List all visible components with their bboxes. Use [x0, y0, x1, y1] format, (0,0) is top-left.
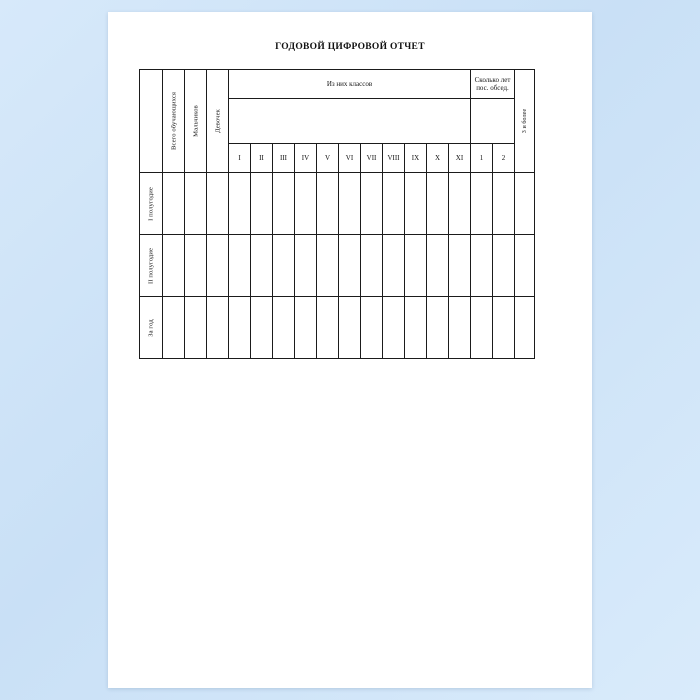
cell-three-or-more[interactable]	[515, 297, 535, 359]
header-class-5: V	[317, 144, 339, 173]
cell-year-1[interactable]	[471, 297, 493, 359]
header-three-or-more: 3 и более	[515, 70, 535, 173]
cell-class-9[interactable]	[405, 297, 427, 359]
cell-class-11[interactable]	[449, 173, 471, 235]
cell-three-or-more[interactable]	[515, 235, 535, 297]
cell-year-1[interactable]	[471, 173, 493, 235]
cell-year-2[interactable]	[493, 235, 515, 297]
header-class-4: IV	[295, 144, 317, 173]
cell-class-7[interactable]	[361, 297, 383, 359]
cell-class-8[interactable]	[383, 173, 405, 235]
cell-boys[interactable]	[185, 235, 207, 297]
cell-girls[interactable]	[207, 235, 229, 297]
cell-class-4[interactable]	[295, 297, 317, 359]
cell-class-1[interactable]	[229, 173, 251, 235]
header-year-2: 2	[493, 144, 515, 173]
cell-class-10[interactable]	[427, 297, 449, 359]
header-group-years: Сколько лет пос. обсед.	[471, 70, 515, 99]
table-row	[140, 173, 535, 235]
header-class-3: III	[273, 144, 295, 173]
header-class-6: VI	[339, 144, 361, 173]
header-group-classes: Из них классов	[229, 70, 471, 99]
cell-class-3[interactable]	[273, 297, 295, 359]
table-header-row-groups	[140, 70, 535, 99]
cell-class-8[interactable]	[383, 297, 405, 359]
cell-class-4[interactable]	[295, 235, 317, 297]
cell-class-7[interactable]	[361, 235, 383, 297]
cell-boys[interactable]	[185, 297, 207, 359]
cell-class-6[interactable]	[339, 173, 361, 235]
table-row	[140, 297, 535, 359]
cell-class-1[interactable]	[229, 235, 251, 297]
table-row	[140, 235, 535, 297]
cell-girls[interactable]	[207, 173, 229, 235]
cell-class-9[interactable]	[405, 235, 427, 297]
header-class-11: XI	[449, 144, 471, 173]
cell-class-3[interactable]	[273, 173, 295, 235]
cell-girls[interactable]	[207, 297, 229, 359]
cell-class-6[interactable]	[339, 297, 361, 359]
cell-year-2[interactable]	[493, 173, 515, 235]
cell-class-7[interactable]	[361, 173, 383, 235]
cell-boys[interactable]	[185, 173, 207, 235]
row-label-second-term: II полугодие	[140, 235, 163, 297]
cell-class-9[interactable]	[405, 173, 427, 235]
header-years-spacer	[471, 99, 515, 144]
header-class-10: X	[427, 144, 449, 173]
header-class-8: VIII	[383, 144, 405, 173]
document-sheet	[108, 12, 592, 688]
header-year-1: 1	[471, 144, 493, 173]
header-total-students: Всего обучающихся	[163, 70, 185, 173]
cell-class-6[interactable]	[339, 235, 361, 297]
header-corner-blank	[140, 70, 163, 173]
cell-class-5[interactable]	[317, 297, 339, 359]
header-class-1: I	[229, 144, 251, 173]
row-label-year-total: За год	[140, 297, 163, 359]
cell-class-11[interactable]	[449, 235, 471, 297]
cell-class-3[interactable]	[273, 235, 295, 297]
cell-class-11[interactable]	[449, 297, 471, 359]
cell-class-1[interactable]	[229, 297, 251, 359]
cell-year-1[interactable]	[471, 235, 493, 297]
report-table	[139, 69, 535, 359]
header-class-7: VII	[361, 144, 383, 173]
header-boys: Мальчиков	[185, 70, 207, 173]
row-label-first-term: I полугодие	[140, 173, 163, 235]
cell-class-4[interactable]	[295, 173, 317, 235]
cell-class-5[interactable]	[317, 173, 339, 235]
cell-class-10[interactable]	[427, 235, 449, 297]
header-class-9: IX	[405, 144, 427, 173]
cell-class-8[interactable]	[383, 235, 405, 297]
cell-total[interactable]	[163, 297, 185, 359]
cell-class-2[interactable]	[251, 297, 273, 359]
cell-year-2[interactable]	[493, 297, 515, 359]
header-class-2: II	[251, 144, 273, 173]
cell-total[interactable]	[163, 173, 185, 235]
cell-total[interactable]	[163, 235, 185, 297]
cell-class-5[interactable]	[317, 235, 339, 297]
header-girls: Девочек	[207, 70, 229, 173]
header-classes-spacer	[229, 99, 471, 144]
page-title: ГОДОВОЙ ЦИФРОВОЙ ОТЧЕТ	[275, 42, 425, 52]
cell-class-2[interactable]	[251, 235, 273, 297]
cell-three-or-more[interactable]	[515, 173, 535, 235]
cell-class-10[interactable]	[427, 173, 449, 235]
cell-class-2[interactable]	[251, 173, 273, 235]
